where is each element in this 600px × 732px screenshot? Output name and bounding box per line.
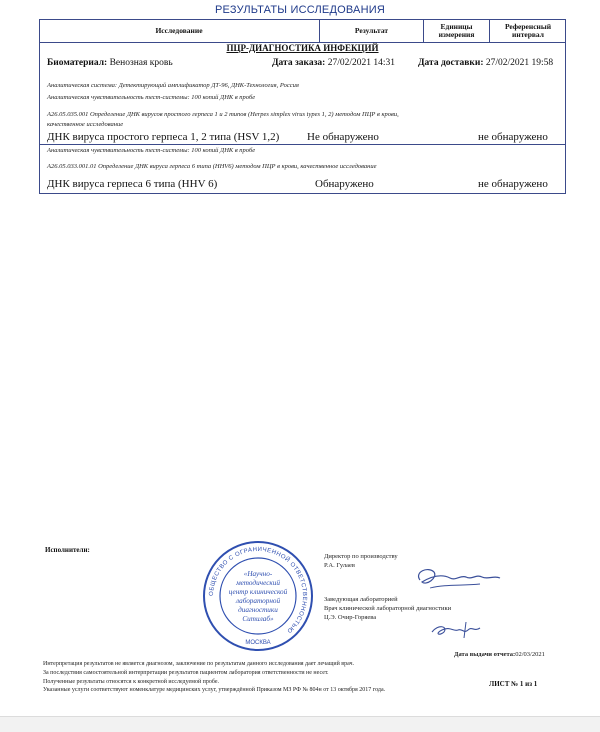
director-name: Р.А. Гулаев bbox=[324, 562, 355, 569]
test1-reference: не обнаружено bbox=[478, 131, 548, 143]
test1-result: Не обнаружено bbox=[307, 131, 379, 143]
header-study: Исследование bbox=[39, 19, 320, 42]
stamp-line: Ситилаб» bbox=[242, 615, 274, 623]
issue-date-label: Дата выдачи отчета: bbox=[454, 651, 516, 658]
signature-icon bbox=[428, 618, 488, 647]
delivery-date-value: 27/02/2021 19:58 bbox=[485, 58, 554, 68]
test2-name: ДНК вируса герпеса 6 типа (HHV 6) bbox=[47, 178, 218, 190]
stamp-line: центр клинической bbox=[228, 588, 288, 596]
stamp-line: методический bbox=[236, 579, 280, 587]
test1-sensitivity: Аналитическая чувствительность тест-системы: 100 копий ДНК в пробе bbox=[47, 147, 256, 154]
header-reference: Референсный интервал bbox=[504, 21, 552, 39]
page-bottom-bar bbox=[0, 716, 600, 732]
head-title: Заведующая лабораторией bbox=[324, 596, 398, 603]
issue-date bbox=[454, 651, 545, 658]
footnote: Интерпретация результатов не является диагнозом, заключение по результатам данного исследования дает лечащий врач. bbox=[43, 661, 355, 667]
biomaterial-line bbox=[47, 58, 173, 68]
biomaterial-value: Венозная кровь bbox=[109, 58, 173, 68]
head-title-2: Врач клинической лабораторной диагностики bbox=[324, 605, 452, 612]
header-result: Результат bbox=[320, 19, 424, 42]
signature-icon bbox=[410, 562, 505, 599]
order-date-label: Дата заказа: bbox=[272, 58, 326, 68]
stamp-ring-text: ОБЩЕСТВО С ОГРАНИЧЕННОЙ ОТВЕТСТВЕННОСТЬЮ bbox=[208, 546, 308, 634]
footnote: Полученные результаты относятся к конкретной исследуемой пробе. bbox=[43, 679, 220, 685]
stamp-line: диагностики bbox=[238, 606, 278, 614]
stamp-city: МОСКВА bbox=[245, 640, 271, 646]
test2-result: Обнаружено bbox=[315, 178, 374, 190]
test2-reference: не обнаружено bbox=[478, 178, 548, 190]
analytic-system: Аналитическая система: Детектирующий амплификатор ДТ-96, ДНК-Технология, Россия bbox=[47, 82, 299, 89]
test1-code-line2: качественное исследование bbox=[47, 121, 124, 128]
footnote: Указанные услуги соответствуют номенклатуре медицинских услуг, утверждённой Приказом МЗ РФ № 804н от 13 октября 2017 года. bbox=[43, 687, 386, 693]
test1-name: ДНК вируса простого герпеса 1, 2 типа (HSV 1,2) bbox=[47, 131, 280, 143]
stamp-line: лабораторной bbox=[235, 597, 281, 605]
analytic-sensitivity: Аналитическая чувствительность тест-системы: 100 копий ДНК в пробе bbox=[47, 94, 256, 101]
sheet-number: ЛИСТ № 1 из 1 bbox=[489, 680, 538, 688]
page-title: РЕЗУЛЬТАТЫ ИССЛЕДОВАНИЯ bbox=[215, 4, 385, 16]
stamp-line: «Научно- bbox=[243, 570, 273, 578]
head-name: Ц.Э. Очир-Горяева bbox=[324, 614, 377, 621]
row-divider bbox=[39, 144, 566, 145]
order-date-line bbox=[272, 58, 395, 68]
header-units: Единицы измерения bbox=[424, 19, 490, 42]
test2-code-line1: A26.05.033.001.01 Определение ДНК вируса герпеса 6 типа (HHV6) методом ПЦР в крови, качественное исследование bbox=[47, 163, 377, 170]
delivery-date-label: Дата доставки: bbox=[418, 58, 484, 68]
test1-code-line1: A26.05.035.001 Определение ДНК вирусов простого герпеса 1 и 2 типов (Herpes simplex virus types 1, 2) методом ПЦР в крови, bbox=[47, 111, 399, 118]
section-title: ПЦР-ДИАГНОСТИКА ИНФЕКЦИЙ bbox=[226, 43, 379, 53]
round-seal-icon bbox=[202, 540, 314, 652]
order-date-value: 27/02/2021 14:31 bbox=[327, 58, 395, 68]
issue-date-value: 02/03/2021 bbox=[515, 651, 545, 658]
director-title: Директор по производству bbox=[324, 553, 398, 560]
biomaterial-label: Биоматериал: bbox=[47, 58, 108, 68]
delivery-date-line bbox=[418, 58, 553, 68]
footnote: За последствия самостоятельной интерпретации результатов пациентом лаборатория ответственности не несет. bbox=[43, 670, 329, 676]
executors-label: Исполнители: bbox=[45, 546, 90, 554]
table-header bbox=[39, 19, 566, 43]
